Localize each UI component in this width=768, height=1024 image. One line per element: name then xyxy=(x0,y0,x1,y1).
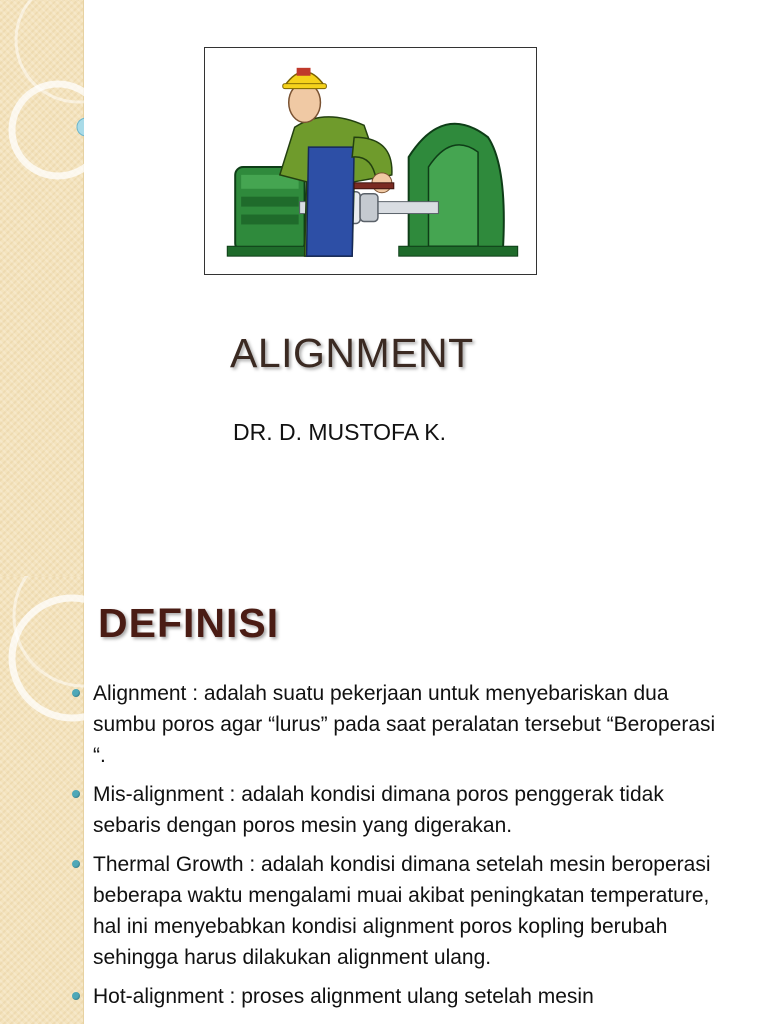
list-item xyxy=(70,849,730,973)
definition-list xyxy=(70,678,730,1020)
decorative-circles xyxy=(0,0,84,576)
list-item-text: Thermal Growth : adalah kondisi dimana setelah mesin beroperasi beberapa waktu mengalami muai akibat peningkatan temperature, hal ini menyebabkan kondisi alignment poros kopling berubah sehingga harus dilakukan alignment ulang. xyxy=(93,853,711,969)
worker-aligning-machine-shaft-illustration xyxy=(205,48,536,274)
bullet-icon xyxy=(72,790,80,798)
presentation-title: ALIGNMENT xyxy=(230,330,474,376)
bullet-icon xyxy=(72,860,80,868)
bullet-icon xyxy=(72,992,80,1000)
author-name: DR. D. MUSTOFA K. xyxy=(233,419,446,445)
slide-heading: DEFINISI xyxy=(98,600,280,646)
definition-slide xyxy=(0,576,768,1024)
decorative-sidebar xyxy=(0,0,84,576)
illustration-frame xyxy=(204,47,537,275)
list-item xyxy=(70,981,730,1012)
list-item-text: Mis-alignment : adalah kondisi dimana poros penggerak tidak sebaris dengan poros mesin yang digerakan. xyxy=(93,783,664,837)
list-item-text: Hot-alignment : proses alignment ulang setelah mesin xyxy=(93,985,594,1008)
list-item xyxy=(70,779,730,841)
bullet-icon xyxy=(72,689,80,697)
list-item-text: Alignment : adalah suatu pekerjaan untuk menyebariskan dua sumbu poros agar “lurus” pada saat peralatan tersebut “Beroperasi “. xyxy=(93,682,716,767)
list-item xyxy=(70,678,730,771)
